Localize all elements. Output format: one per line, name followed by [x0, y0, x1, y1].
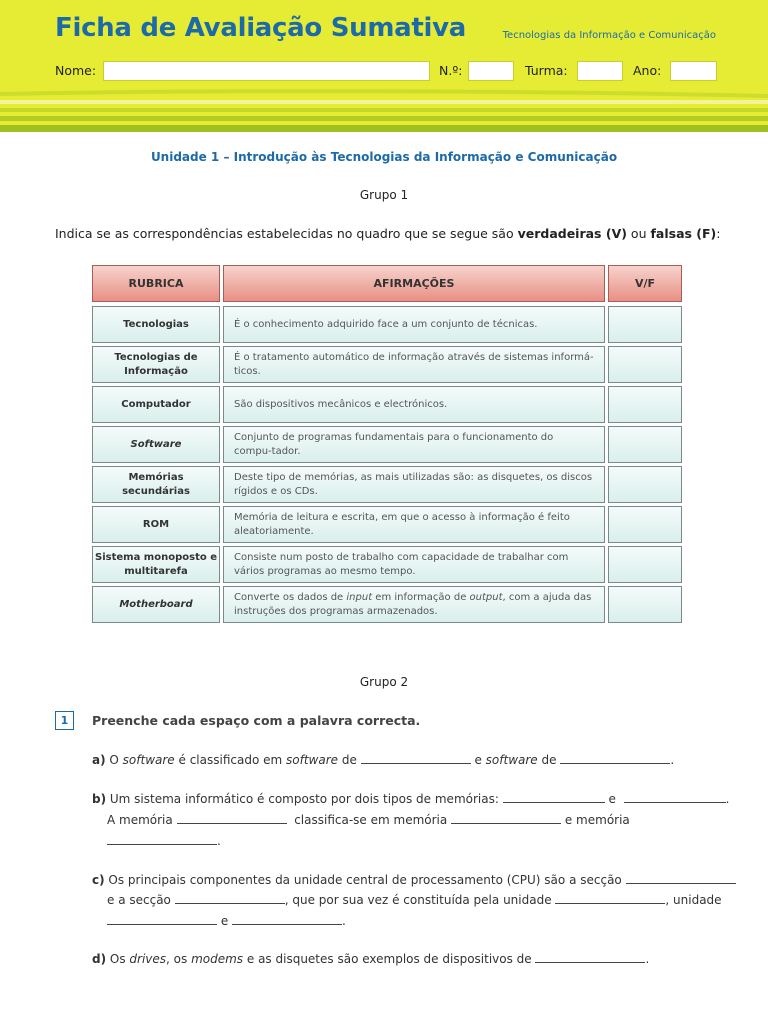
statement-cell: Converte os dados de input em informação de output, com a ajuda das instruções dos programas armazenados.	[223, 586, 605, 623]
statement-cell: Deste tipo de memórias, as mais utilizadas são: as disquetes, os discos rígidos e os CDs.	[223, 466, 605, 503]
name-label: Nome:	[55, 63, 97, 78]
answer-blank[interactable]	[232, 913, 342, 925]
vf-answer-cell[interactable]	[608, 386, 682, 423]
vf-answer-cell[interactable]	[608, 546, 682, 583]
table-row	[92, 546, 682, 583]
rubric-cell: Computador	[92, 386, 220, 423]
rubric-cell: Sistema monoposto e multitarefa	[92, 546, 220, 583]
rubric-cell: Memórias secundárias	[92, 466, 220, 503]
statement-cell: Conjunto de programas fundamentais para o funcionamento do compu-tador.	[223, 426, 605, 463]
answer-blank[interactable]	[560, 752, 670, 764]
answer-blank[interactable]	[107, 833, 217, 845]
number-label: N.º:	[439, 63, 463, 78]
item-b-line3: .	[107, 833, 221, 848]
header-stripes	[0, 86, 768, 132]
item-c-line2: e a secção , que por sua vez é constituída pela unidade , unidade	[107, 893, 722, 907]
item-d: d) Os drives, os modems e as disquetes são exemplos de dispositivos de .	[92, 952, 650, 966]
table-row	[92, 346, 682, 383]
item-c: c) Os principais componentes da unidade central de processamento (CPU) são a secção	[92, 872, 736, 887]
rubric-cell: Tecnologias	[92, 306, 220, 343]
answer-blank[interactable]	[177, 812, 287, 824]
question-text: Preenche cada espaço com a palavra correcta.	[92, 713, 421, 728]
subject-label: Tecnologias da Informação e Comunicação	[502, 30, 716, 41]
rubric-cell: Motherboard	[92, 586, 220, 623]
group1-title: Grupo 1	[359, 188, 409, 202]
item-b-line2: A memória classifica-se em memória e memória	[107, 813, 630, 827]
answer-blank[interactable]	[107, 913, 217, 925]
statement-cell: Consiste num posto de trabalho com capacidade de trabalhar com vários programas ao mesmo tempo.	[223, 546, 605, 583]
vf-answer-cell[interactable]	[608, 346, 682, 383]
class-label: Turma:	[525, 63, 568, 78]
item-b: b) Um sistema informático é composto por dois tipos de memórias: e .	[92, 792, 730, 806]
year-label: Ano:	[633, 63, 662, 78]
header-vf: V/F	[608, 265, 682, 302]
name-field[interactable]	[103, 61, 430, 81]
number-field[interactable]	[468, 61, 514, 81]
statement-cell: São dispositivos mecânicos e electrónicos.	[223, 386, 605, 423]
table-row	[92, 586, 682, 623]
answer-blank[interactable]	[624, 791, 726, 803]
answer-blank[interactable]	[361, 752, 471, 764]
table-row	[92, 506, 682, 543]
answer-blank[interactable]	[451, 812, 561, 824]
statement-cell: É o tratamento automático de informação através de sistemas informá-ticos.	[223, 346, 605, 383]
rubric-cell: ROM	[92, 506, 220, 543]
answer-blank[interactable]	[535, 951, 645, 963]
vf-answer-cell[interactable]	[608, 466, 682, 503]
header-rubric: RUBRICA	[92, 265, 220, 302]
rubric-cell: Tecnologias de Informação	[92, 346, 220, 383]
table-row	[92, 386, 682, 423]
header-statements: AFIRMAÇÕES	[223, 265, 605, 302]
vf-answer-cell[interactable]	[608, 506, 682, 543]
statement-cell: Memória de leitura e escrita, em que o acesso à informação é feito aleatoriamente.	[223, 506, 605, 543]
class-field[interactable]	[577, 61, 623, 81]
page-header	[0, 0, 768, 132]
answer-blank[interactable]	[175, 892, 285, 904]
item-c-line3: e .	[107, 913, 346, 928]
unit-title: Unidade 1 – Introdução às Tecnologias da Informação e Comunicação	[150, 150, 618, 164]
statement-cell: É o conhecimento adquirido face a um conjunto de técnicas.	[223, 306, 605, 343]
answer-blank[interactable]	[555, 892, 665, 904]
table-row	[92, 426, 682, 463]
table-row	[92, 306, 682, 343]
table-row	[92, 466, 682, 503]
vf-answer-cell[interactable]	[608, 426, 682, 463]
answer-blank[interactable]	[503, 791, 605, 803]
rubric-cell: Software	[92, 426, 220, 463]
question-number-badge: 1	[55, 711, 74, 730]
table-header-row	[92, 265, 682, 302]
group1-instruction: Indica se as correspondências estabelecidas no quadro que se segue são verdadeiras (V) ou falsas (F):	[55, 226, 721, 241]
page-title: Ficha de Avaliação Sumativa	[55, 13, 467, 43]
true-false-table	[92, 265, 682, 626]
item-a: a) O software é classificado em software de e software de .	[92, 753, 675, 767]
group2-title: Grupo 2	[359, 675, 409, 689]
vf-answer-cell[interactable]	[608, 586, 682, 623]
vf-answer-cell[interactable]	[608, 306, 682, 343]
year-field[interactable]	[670, 61, 717, 81]
answer-blank[interactable]	[626, 872, 736, 884]
